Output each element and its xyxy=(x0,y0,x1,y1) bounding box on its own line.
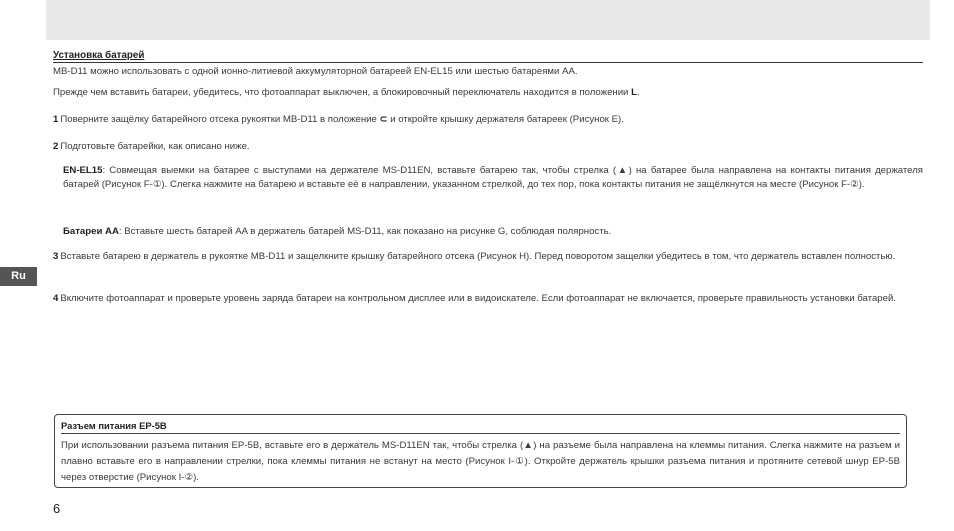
note-title: Разъем питания EP-5B xyxy=(61,419,900,434)
latch-unlock-icon: ⊂ xyxy=(379,114,388,125)
header-band xyxy=(46,0,930,40)
step-number: 4 xyxy=(53,293,59,304)
aa-label: Батареи AA xyxy=(63,226,119,237)
enel15-instructions: EN-EL15: Совмещая выемки на батарее с выступами на держателе MS-D11EN, вставьте батарею так, чтобы стрелка (▲) на батарее была направлена на контакты питания держателя батарей (Рисунок F-①). Слегка нажмите на батарею и вставьте её в направлении, указанном стрелкой, до тех пор, пока контакты питания не защёлкнутся на месте (Рисунок F-②). xyxy=(63,165,923,191)
language-tab: Ru xyxy=(0,267,37,286)
aa-instructions: Батареи AA: Вставьте шесть батарей AA в держатель батарей MS-D11, как показано на рисунке G, соблюдая полярность. xyxy=(63,226,612,237)
step-number: 3 xyxy=(53,251,59,262)
intro-paragraph-1: MB-D11 можно использовать с одной ионно-литиевой аккумуляторной батареей EN-EL15 или шестью батареями AA. xyxy=(53,66,578,77)
note-body: При использовании разъема питания EP-5B, вставьте его в держатель MS-D11EN так, чтобы стрелка (▲) на разъеме была направлена на клеммы питания. Слегка нажмите на разъем и плавно вставьте его в направлении стрелки, пока клеммы питания не встанут на место (Рисунок I-①). Откройте держатель крышки разъема питания и протяните сетевой шнур EP-5B через отверстие (Рисунок I-②). xyxy=(61,440,900,483)
step-4: 4 Включите фотоаппарат и проверьте уровень заряда батареи на контрольном дисплее или в видоискателе. Если фотоаппарат не включается, проверьте правильность установки батарей. xyxy=(53,293,896,304)
page-number: 6 xyxy=(53,501,61,516)
step-3: 3 Вставьте батарею в держатель в рукоятке MB-D11 и защелкните крышку батарейного отсека (Рисунок H). Перед поворотом защелки убедитесь в том, что держатель вставлен полностью. xyxy=(53,251,896,262)
step-number: 2 xyxy=(53,141,59,152)
enel15-label: EN-EL15 xyxy=(63,165,103,176)
lock-position-label: L xyxy=(631,87,637,98)
intro-paragraph-2: Прежде чем вставить батареи, убедитесь, что фотоаппарат выключен, а блокировочный переключатель находится в положении L. xyxy=(53,87,640,98)
section-heading: Установка батарей xyxy=(53,49,923,63)
step-number: 1 xyxy=(53,114,59,125)
step-1: 1 Поверните защёлку батарейного отсека рукоятки MB-D11 в положение ⊂ и откройте крышку держателя батареек (Рисунок E). xyxy=(53,114,624,125)
step-2: 2 Подготовьте батарейки, как описано ниже. xyxy=(53,141,250,152)
note-box xyxy=(54,414,907,488)
